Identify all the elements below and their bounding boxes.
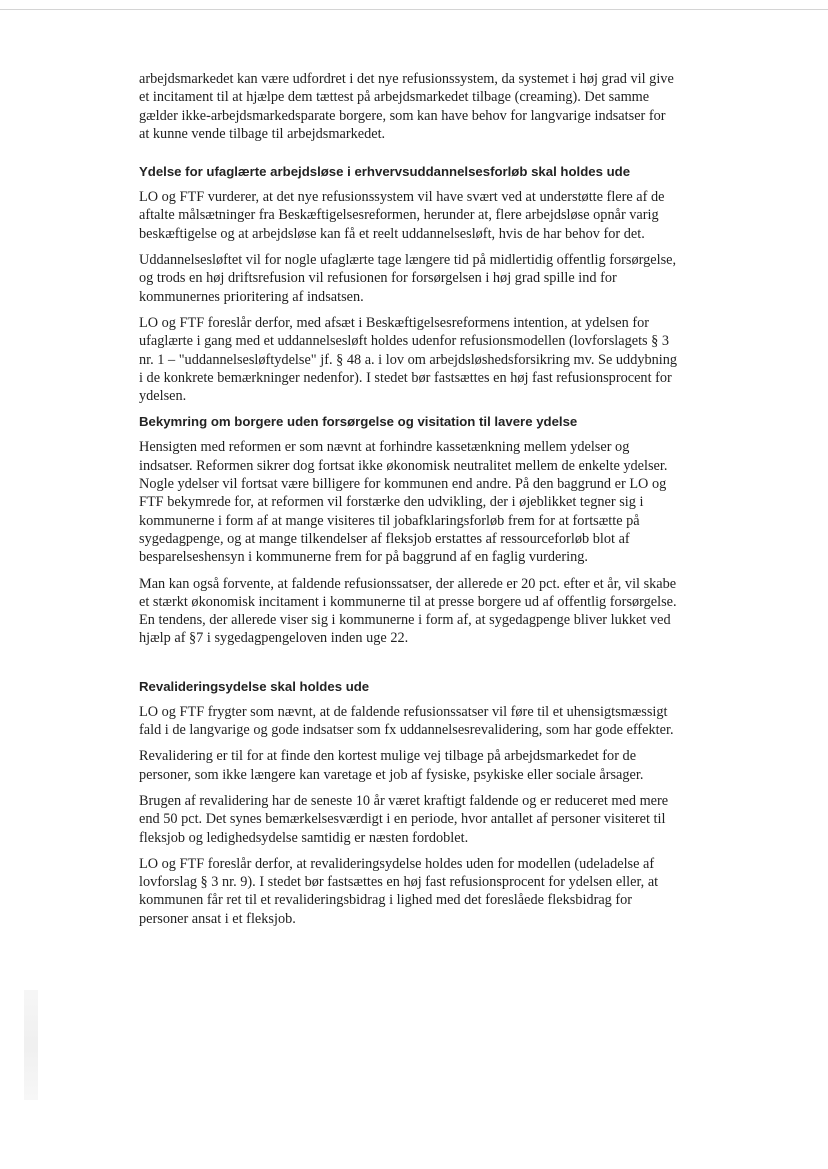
paragraph-education-lift: Uddannelsesløftet vil for nogle ufaglærte tage længere tid på midlertidig offentlig forsørgelse, og trods en høj driftsrefusion vil refusionen for forsørgelsen i høj grad spille ind for kommunernes prioritering af indsatsen.	[139, 252, 677, 305]
scan-artifact	[24, 990, 38, 1100]
heading-unskilled-education: Ydelse for ufaglærte arbejdsløse i erhvervsuddannelsesforløb skal holdes ude	[139, 164, 631, 180]
document-body	[139, 70, 679, 936]
paragraph-creaming: arbejdsmarkedet kan være udfordret i det nye refusionssystem, da systemet i høj grad vil give et incitament til at hjælpe dem tættest på arbejdsmarkedet tilbage (creaming). Det samme gælder ikke-arbejdsmarkedsparate borgere, som kan have behov for langvarige indsatser for at kunne vende tilbage til arbejdsmarkedet.	[139, 71, 674, 142]
paragraph-proposal-rehabilitation: LO og FTF foreslår derfor, at revalideringsydelse holdes uden for modellen (udeladelse af lovforslag § 3 nr. 9). I stedet bør fastsættes en høj fast refusionsprocent for ydelsen eller, at kommunen får ret til et revalideringsbidrag i lighed med det foreslåede fleksbidrag for personer ansat i et fleksjob.	[139, 855, 659, 927]
paragraph-proposal-education: LO og FTF foreslår derfor, med afsæt i Beskæftigelsesreformens intention, at ydelsen for ufaglærte i gang med et uddannelsesløft holdes udenfor refusionsmodellen (lovforslagets § 3 nr. 1 – "uddannelsesløftydelse" jf. § 48 a. i lov om arbejdsløshedsforsikring mv. Se uddybning i de konkrete bemærkninger nedenfor). I stedet bør fastsættes en høj fast refusionsprocent for ydelsen.	[139, 314, 678, 405]
heading-citizens-without-support: Bekymring om borgere uden forsørgelse og visitation til lavere ydelse	[139, 414, 578, 430]
paragraph-refusion-goals: LO og FTF vurderer, at det nye refusionssystem vil have svært ved at understøtte flere af de aftalte målsætninger fra Beskæftigelsesreformen, herunder at, flere arbejdsløse opnår varig beskæftigelse og at arbejdsløse kan få et reelt uddannelsesløft, hvis de har behov for det.	[139, 189, 665, 242]
paragraph-falling-rates: Man kan også forvente, at faldende refusionssatser, der allerede er 20 pct. efter et år, vil skabe et stærkt økonomisk incitament i kommunerne til at presse borgere ud af offentlig forsørgelse. En tendens, der allerede viser sig i kommunerne i form af, at sygedagpenge bliver lukket ved hjælp af §7 i sygedagpengeloven inden uge 22.	[139, 575, 677, 647]
page-top-edge	[0, 9, 828, 10]
paragraph-rehabilitation-purpose: Revalidering er til for at finde den kortest mulige vej tilbage på arbejdsmarkedet for de personer, som ikke længere kan varetage et job af fysiske, psykiske eller sociale årsager.	[139, 748, 644, 783]
paragraph-reform-intent: Hensigten med reformen er som nævnt at forhindre kassetænkning mellem ydelser og indsatser. Reformen sikrer dog fortsat ikke økonomisk neutralitet mellem de enkelte ydelser. Nogle ydelser vil fortsat være billigere for kommunen end andre. På den baggrund er LO og FTF bekymrede for, at reformen vil forstærke den udvikling, der i øjeblikket tegner sig i kommunerne i form af at mange visiteres til jobafklaringsforløb frem for at fortsætte på sygedagpenge, og at mange tilkendelser af fleksjob erstattes af ressourceforløb blot af besparelseshensyn i kommunerne frem for på baggrund af en faglig vurdering.	[139, 439, 668, 566]
paragraph-fear-decline: LO og FTF frygter som nævnt, at de faldende refusionssatser vil føre til et uhensigtsmæssigt fald i de langvarige og gode indsatser som fx uddannelsesrevalidering, som har gode effekter.	[139, 703, 674, 739]
paragraph-rehabilitation-decline: Brugen af revalidering har de seneste 10 år været kraftigt faldende og er reduceret med mere end 50 pct. Det synes bemærkelsesværdigt i en periode, hvor antallet af personer visiteret til fleksjob og ledighedsydelse samtidig er næsten fordoblet.	[139, 792, 669, 846]
heading-rehabilitation-benefit: Revalideringsydelse skal holdes ude	[139, 678, 370, 694]
